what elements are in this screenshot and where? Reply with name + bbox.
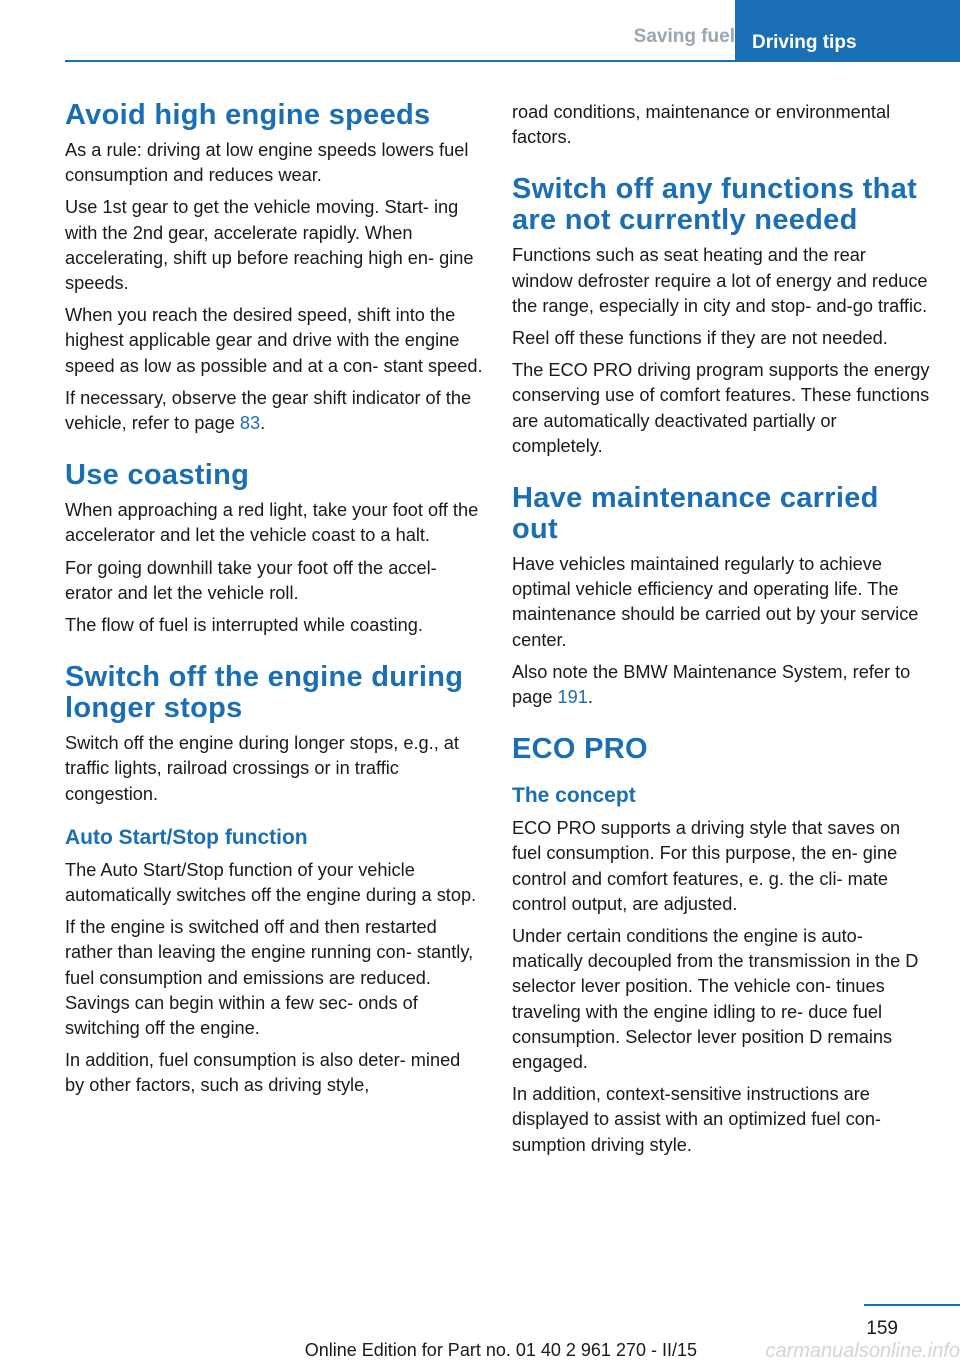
paragraph: Under certain conditions the engine is auto‐ matically decoupled from the transmission in the D selector lever position. The vehicle con‐ tinues traveling with the engine idling to re‐ duce fuel consumption. Selector lever position D remains engaged. — [512, 926, 919, 1073]
watermark: carmanualsonline.info — [765, 1340, 960, 1362]
edition-note: Online Edition for Part no. 01 40 2 961 270 - II/15 — [304, 1340, 697, 1360]
footer-rule — [864, 1304, 960, 1306]
paragraph: ECO PRO supports a driving style that saves on fuel consumption. For this purpose, the en‐ gine control and comfort features, e. g. the cli‐ mate control output, are adjusted. — [512, 818, 901, 914]
paragraph: When you reach the desired speed, shift into the highest applicable gear and drive with the engine speed as low as possible and at a con‐ stant speed. — [65, 305, 483, 376]
paragraph: Functions such as seat heating and the rear window defroster require a lot of energy and reduce the range, especially in city and stop- and-go traffic. — [512, 245, 928, 316]
paragraph: The Auto Start/Stop function of your vehicle automatically switches off the engine during a stop. — [65, 859, 477, 906]
paragraph: Use 1st gear to get the vehicle moving. Start‐ ing with the 2nd gear, accelerate rapidly. When accelerating, shift up before reaching high en‐ gine speeds. — [65, 197, 474, 294]
heading-maintenance: Have maintenance carried out — [512, 482, 879, 546]
paragraph: Switch off the engine during longer stops, e.g., at traffic lights, railroad crossings or in traffic congestion. — [65, 733, 459, 804]
paragraph: The ECO PRO driving program supports the energy conserving use of comfort features. These functions are automatically deactivated partially or completely. — [512, 360, 930, 456]
right-column — [512, 100, 930, 1158]
subheading-the-concept: The concept — [512, 784, 636, 808]
heading-eco-pro: ECO PRO — [512, 733, 648, 766]
chapter-tab: Driving tips — [735, 0, 960, 62]
section-label: Saving fuel — [633, 26, 735, 47]
page-number: 159 — [866, 1318, 898, 1339]
paragraph-with-page-ref: If necessary, observe the gear shift indicator of the vehicle, refer to page 83. — [65, 387, 472, 434]
paragraph: If the engine is switched off and then restarted rather than leaving the engine running con‐ stantly, fuel consumption and emissions are reduced. Savings can begin within a few sec‐ onds of switching off the engine. — [65, 917, 474, 1039]
heading-switch-off-functions: Switch off any functions that are not currently needed — [512, 173, 918, 237]
heading-use-coasting: Use coasting — [65, 459, 250, 492]
paragraph: Have vehicles maintained regularly to achieve optimal vehicle efficiency and operating life. The maintenance should be carried out by your service center. — [512, 554, 919, 650]
left-column — [65, 100, 483, 1099]
paragraph: As a rule: driving at low engine speeds lowers fuel consumption and reduces wear. — [65, 140, 469, 186]
page-link-191[interactable]: 191 — [557, 687, 588, 708]
heading-switch-off-engine: Switch off the engine during longer stops — [65, 661, 464, 725]
paragraph-continued: road conditions, maintenance or environmental factors. — [512, 102, 891, 148]
paragraph-with-page-ref: Also note the BMW Maintenance System, refer to page 191. — [512, 661, 911, 708]
paragraph: For going downhill take your foot off the accel‐ erator and let the vehicle roll. — [65, 557, 437, 603]
page-link-83[interactable]: 83 — [239, 413, 261, 434]
paragraph: In addition, context-sensitive instructions are displayed to assist with an optimized fuel con‐ sumption driving style. — [512, 1084, 881, 1155]
header-rule — [65, 60, 960, 62]
heading-avoid-high-engine-speeds: Avoid high engine speeds — [65, 99, 431, 131]
paragraph: In addition, fuel consumption is also deter‐ mined by other factors, such as driving style, — [65, 1050, 461, 1096]
page-header — [65, 0, 960, 62]
subheading-auto-start-stop: Auto Start/Stop function — [65, 825, 308, 849]
paragraph: When approaching a red light, take your foot off the accelerator and let the vehicle coast to a halt. — [65, 500, 479, 546]
paragraph: The flow of fuel is interrupted while coasting. — [65, 615, 423, 636]
paragraph: Reel off these functions if they are not needed. — [512, 328, 888, 349]
